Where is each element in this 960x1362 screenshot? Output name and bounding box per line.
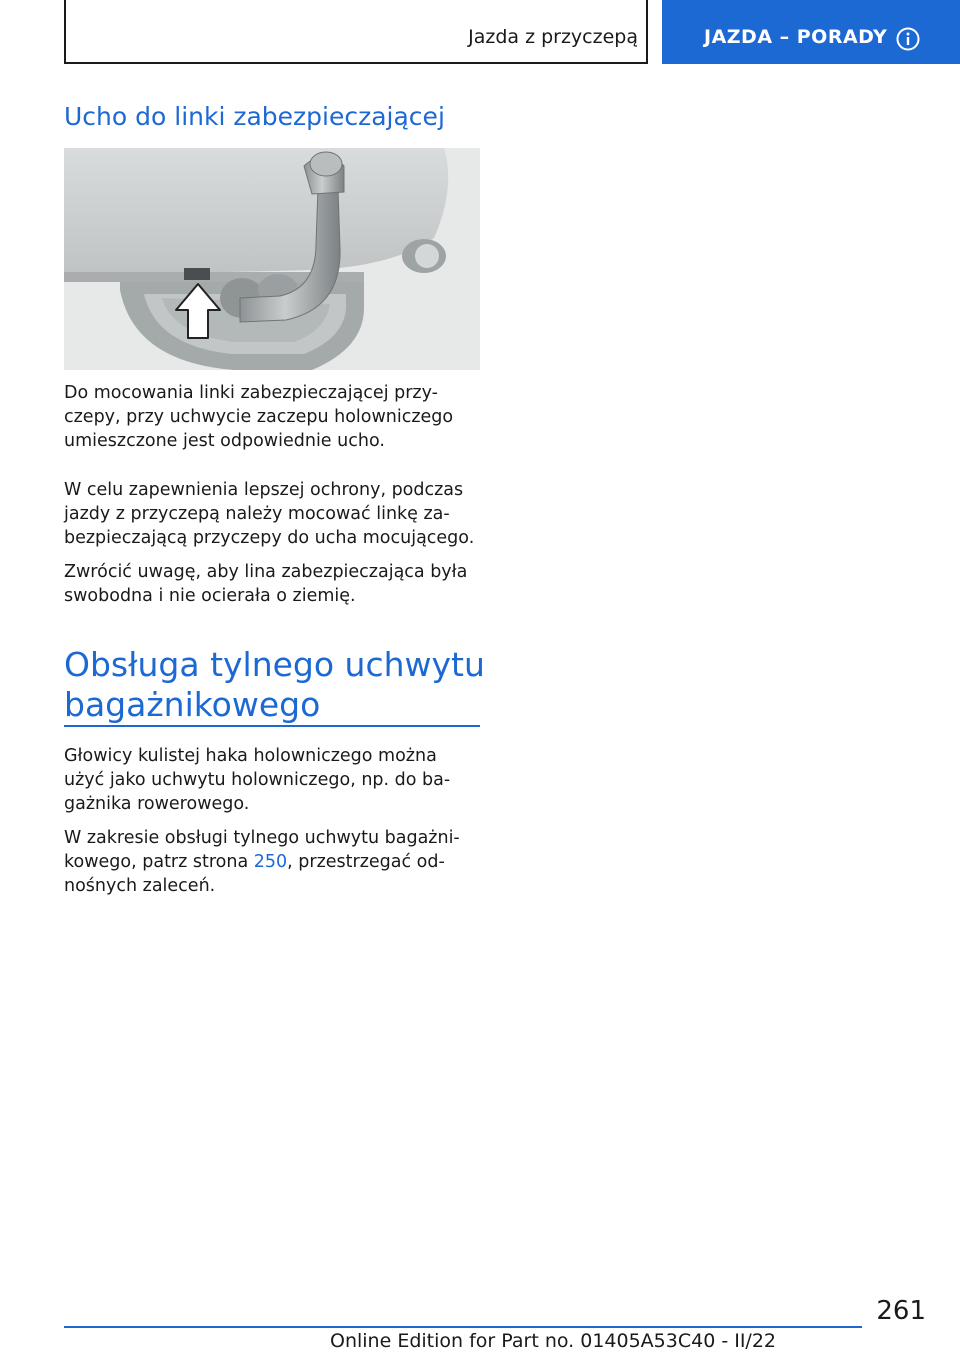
page-link-250[interactable]: 250 — [253, 852, 288, 872]
heading-divider — [64, 725, 480, 727]
tow-hitch-photo — [64, 148, 480, 370]
chapter-title: JAZDA – PORADY — [704, 26, 888, 48]
section1-paragraph-2: W celu zapewnienia lepszej ochrony, podczas jazdy z przyczepą należy mocować linkę za- bezpieczającą przyczepy do ucha mocującego. — [64, 480, 475, 548]
info-circle-icon[interactable] — [896, 27, 920, 51]
chapter-tab[interactable] — [662, 0, 960, 64]
section2-paragraph-1: Głowicy kulistej haka holowniczego można użyć jako uchwytu holowniczego, np. do ba- gażnika rowerowego. — [64, 746, 451, 814]
section-heading-rear-carrier: Obsługa tylnego uchwytu bagażnikowego — [64, 645, 485, 724]
footer-divider — [64, 1326, 862, 1328]
section-heading-safety-eye: Ucho do linki zabezpieczającej — [64, 102, 445, 131]
section1-paragraph-3: Zwrócić uwagę, aby lina zabezpieczająca była swobodna i nie ocierała o ziemię. — [64, 562, 468, 606]
page-number: 261 — [876, 1296, 926, 1326]
section2-paragraph-2: W zakresie obsługi tylnego uchwytu bagażni- kowego, patrz strona 250, przestrzegać od- nośnych zaleceń. — [64, 828, 460, 896]
section1-paragraph-1: Do mocowania linki zabezpieczającej przy- czepy, przy uchwycie zaczepu holowniczego umieszczone jest odpowiednie ucho. — [64, 383, 454, 451]
header-section-title: Jazda z przyczepą — [468, 26, 638, 48]
footer-edition: Online Edition for Part no. 01405A53C40 - II/22 — [330, 1330, 777, 1352]
